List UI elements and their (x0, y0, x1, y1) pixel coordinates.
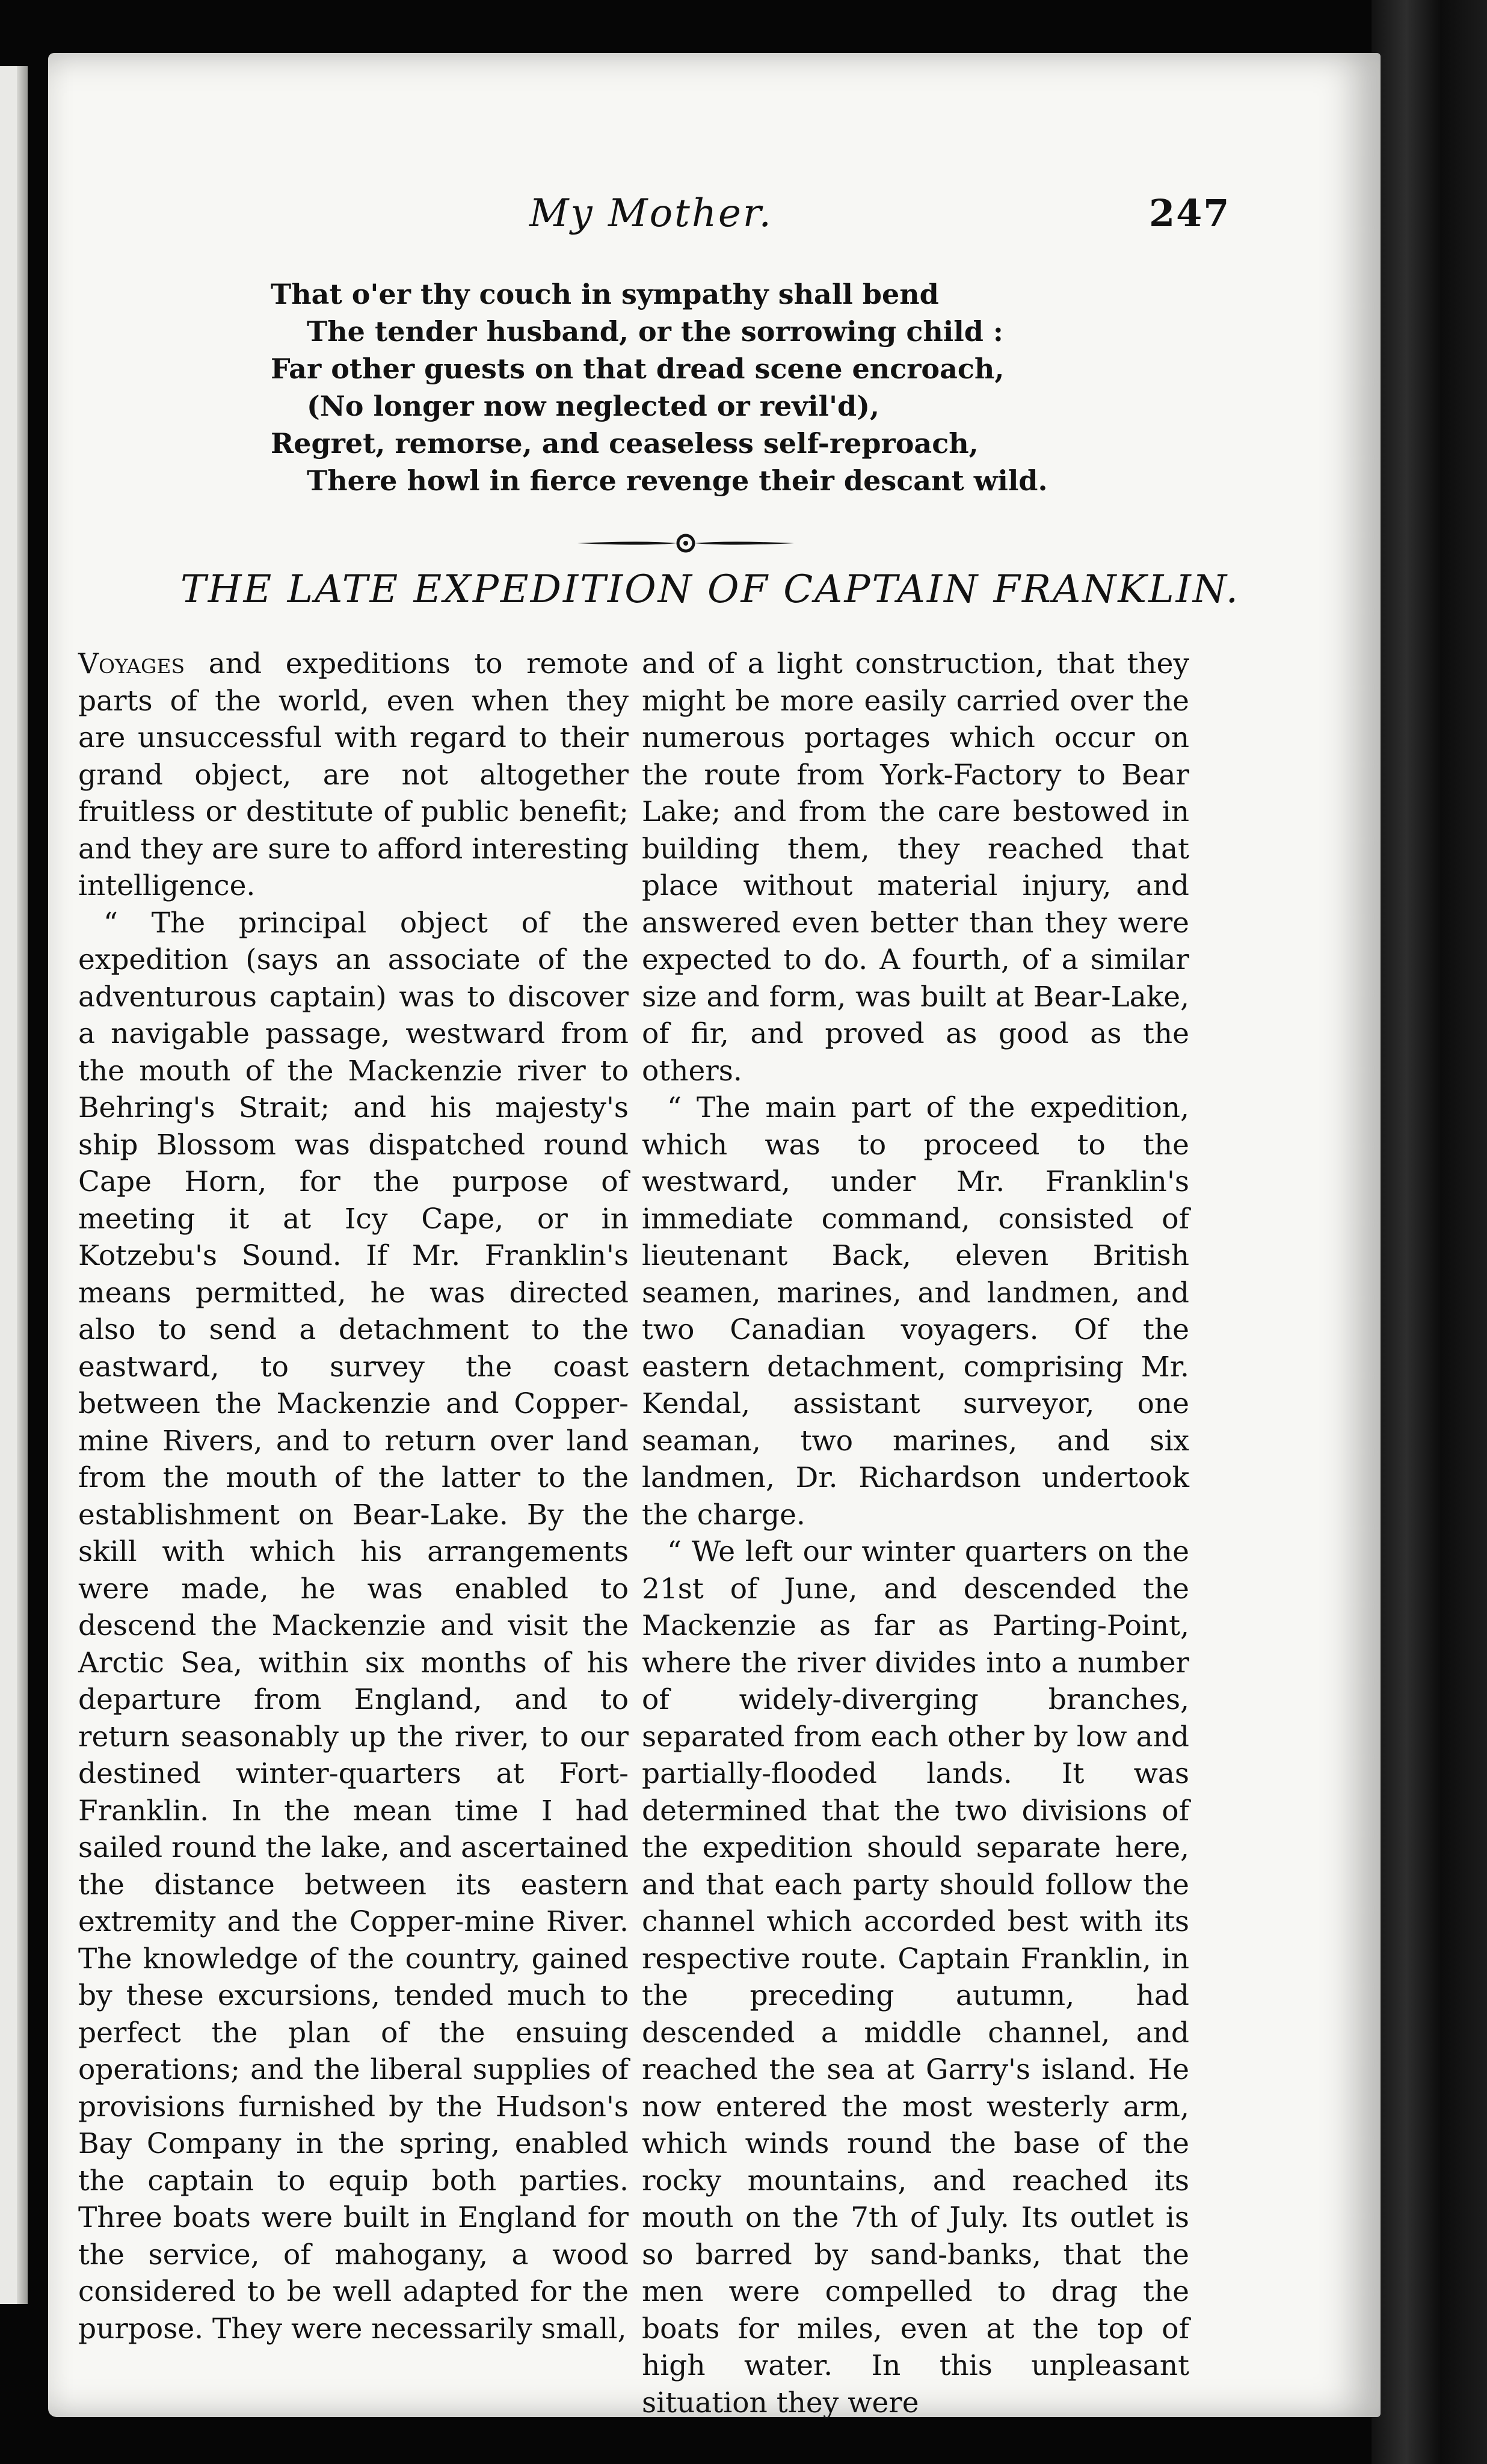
poem-line: There howl in fierce revenge their descant wild. (307, 464, 1048, 497)
paragraph: “ The main part of the expedition, which was to proceed to the westward, under Mr. Franklin's immediate command, consisted of lieutenant Back, eleven British seamen, marines, and landmen, and two Canadian voyagers. Of the eastern detachment, comprising Mr. Kendal, assistant surveyor, one seaman, two marines, and six landmen, Dr. Richardson undertook the charge. (642, 1091, 1189, 1532)
running-title: My Mother. (529, 191, 773, 236)
book-spine (1372, 0, 1487, 2464)
ornament-divider (571, 528, 800, 558)
poem-stanza (271, 276, 1101, 499)
page-edge-shadow (17, 66, 28, 2304)
book-page (48, 53, 1381, 2417)
adjacent-page-edge (0, 66, 28, 2304)
right-text-column (642, 645, 1189, 2421)
poem-line: Far other guests on that dread scene encroach, (271, 353, 1005, 385)
poem-line: Regret, remorse, and ceaseless self-reproach, (271, 427, 979, 460)
poem-line: (No longer now neglected or revil'd), (307, 390, 879, 422)
drop-lead-word: Voyages (78, 647, 185, 680)
paragraph-text: and expeditions to remote parts of the world, even when they are unsuccessful with regard to their grand object, are not altogether fruitless or destitute of public benefit; and they are sure to afford interesting intelligence. (78, 647, 629, 902)
paragraph: and of a light construction, that they might be more easily carried over the numerous portages which occur on the route from York-Factory to Bear Lake; and from the care bestowed in building them, they reached that place without material injury, and answered even better than they were expected to do. A fourth, of a similar size and form, was built at Bear-Lake, of fir, and proved as good as the others. (642, 647, 1189, 1088)
paragraph: “ The principal object of the expedition (says an associate of the adventurous captain) was to discover a navigable passage, westward from the mouth of the Mackenzie river to Behring's Strait; and his majesty's ship Blossom was dispatched round Cape Horn, for the purpose of meeting it at Icy Cape, or in Kotzebu's Sound. If Mr. Franklin's means permitted, he was directed also to send a detachment to the eastward, to survey the coast between the Mackenzie and Copper-mine Rivers, and to return over land from the mouth of the latter to the establishment on Bear-Lake. By the skill with which his arrangements were made, he was enabled to descend the Mackenzie and visit the Arctic Sea, within six months of his departure from England, and to return seasonably up the river, to our destined winter-quarters at Fort-Franklin. In the mean time I had sailed round the lake, and ascertained the distance between its eastern extremity and the Copper-mine River. The knowledge of the country, gained by these excursions, tended much to perfect the plan of the ensuing operations; and the liberal supplies of provisions furnished by the Hudson's Bay Company in the spring, enabled the captain to equip both parties. Three boats were built in England for the service, of mahogany, a wood considered to be well adapted for the purpose. They were necessarily small, (78, 906, 629, 2345)
paragraph: “ We left our winter quarters on the 21st of June, and descended the Mackenzie as far as Parting-Point, where the river divides into a number of widely-diverging branches, separated from each other by low and partially-flooded lands. It was determined that the two divisions of the expedition should separate here, and that each party should follow the channel which accorded best with its respective route. Captain Franklin, in the preceding autumn, had descended a middle channel, and reached the sea at Garry's island. He now entered the most westerly arm, which winds round the base of the rocky mountains, and reached its mouth on the 7th of July. Its outlet is so barred by sand-banks, that the men were compelled to drag the boats for miles, even at the top of high water. In this unpleasant situation they were (642, 1535, 1189, 2419)
poem-line: The tender husband, or the sorrowing child : (307, 315, 1003, 348)
article-title: THE LATE EXPEDITION OF CAPTAIN FRANKLIN. (180, 567, 1240, 612)
paragraph (78, 645, 629, 905)
page-number: 247 (1149, 191, 1231, 235)
left-text-column (78, 645, 629, 2347)
poem-line: That o'er thy couch in sympathy shall bend (271, 278, 939, 310)
